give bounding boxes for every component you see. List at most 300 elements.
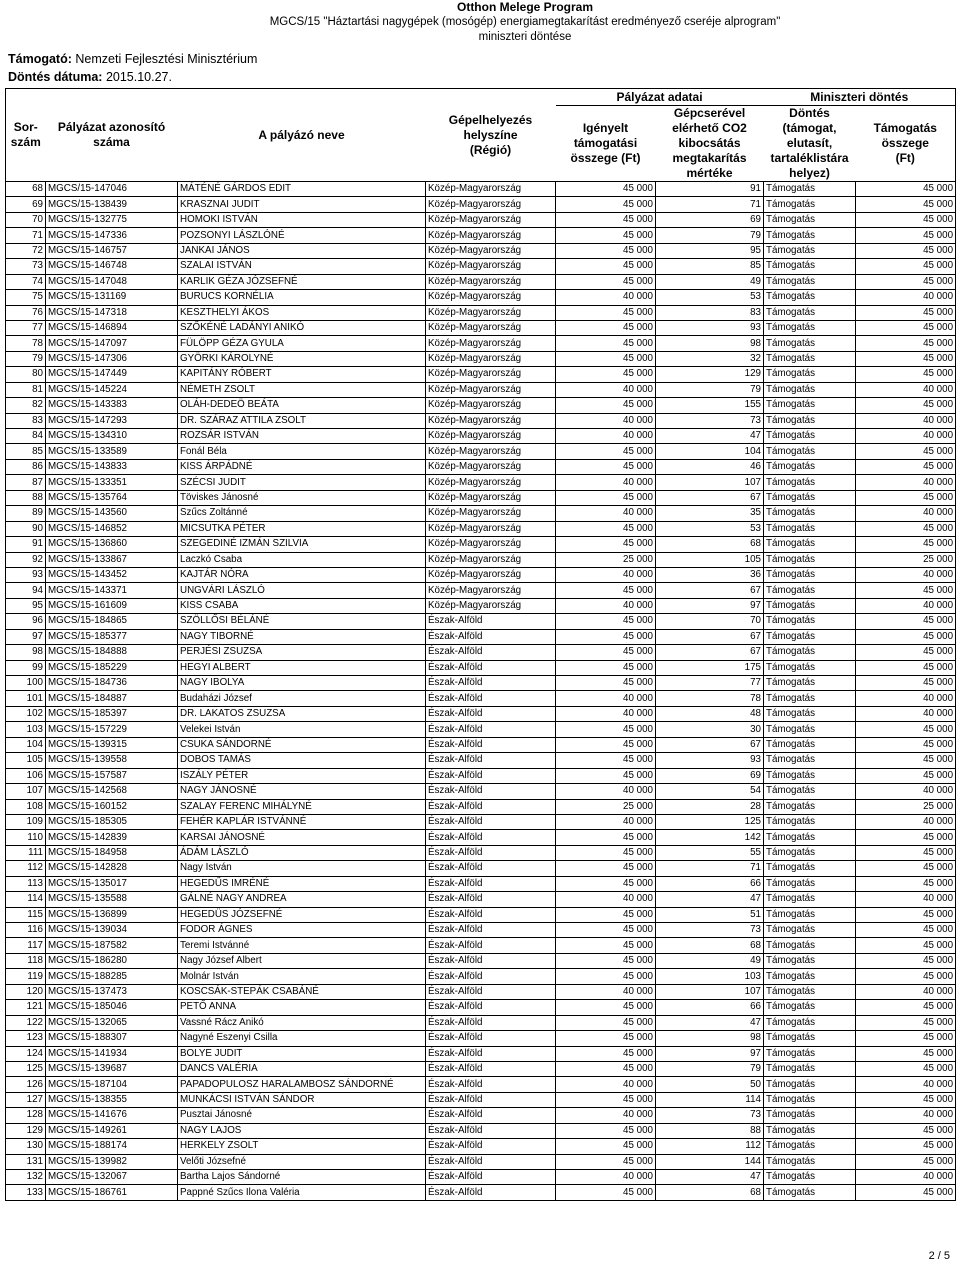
cell-applicant: SZEGEDINÉ IZMÁN SZILVIA [178, 537, 426, 552]
cell-co2: 47 [656, 429, 764, 444]
cell-serial: 81 [6, 382, 46, 397]
program-title: MGCS/15 "Háztartási nagygépek (mosógép) energiamegtakarítást eredményező cseréje alprogram" [269, 16, 781, 28]
cell-decision: Támogatás [764, 537, 856, 552]
cell-co2: 88 [656, 1123, 764, 1138]
cell-app-id: MGCS/15-132775 [46, 212, 178, 227]
cell-decision: Támogatás [764, 583, 856, 598]
cell-region: Közép-Magyarország [426, 259, 556, 274]
cell-requested: 45 000 [556, 521, 656, 536]
cell-app-id: MGCS/15-146852 [46, 521, 178, 536]
cell-region: Észak-Alföld [426, 830, 556, 845]
cell-grant: 40 000 [856, 382, 956, 397]
cell-co2: 103 [656, 969, 764, 984]
cell-app-id: MGCS/15-157229 [46, 722, 178, 737]
cell-grant: 45 000 [856, 444, 956, 459]
cell-requested: 45 000 [556, 1031, 656, 1046]
table-row [6, 290, 956, 305]
cell-grant: 45 000 [856, 537, 956, 552]
cell-app-id: MGCS/15-136860 [46, 537, 178, 552]
date-value: 2015.10.27. [105, 70, 172, 84]
cell-requested: 45 000 [556, 1123, 656, 1138]
sponsor-value: Nemzeti Fejlesztési Minisztérium [75, 52, 258, 66]
cell-serial: 72 [6, 243, 46, 258]
cell-applicant: Velekei István [178, 722, 426, 737]
cell-decision: Támogatás [764, 1061, 856, 1076]
cell-co2: 46 [656, 459, 764, 474]
cell-applicant: POZSONYI LÁSZLÓNÉ [178, 228, 426, 243]
cell-co2: 49 [656, 274, 764, 289]
cell-grant: 45 000 [856, 614, 956, 629]
cell-requested: 45 000 [556, 876, 656, 891]
cell-region: Közép-Magyarország [426, 351, 556, 366]
cell-app-id: MGCS/15-143560 [46, 506, 178, 521]
cell-serial: 98 [6, 645, 46, 660]
cell-co2: 114 [656, 1092, 764, 1107]
cell-co2: 28 [656, 799, 764, 814]
cell-decision: Támogatás [764, 1046, 856, 1061]
cell-serial: 89 [6, 506, 46, 521]
cell-serial: 80 [6, 367, 46, 382]
cell-decision: Támogatás [764, 737, 856, 752]
cell-decision: Támogatás [764, 290, 856, 305]
cell-co2: 91 [656, 182, 764, 197]
cell-decision: Támogatás [764, 614, 856, 629]
cell-decision: Támogatás [764, 398, 856, 413]
table-row [6, 892, 956, 907]
cell-requested: 45 000 [556, 845, 656, 860]
table-row [6, 274, 956, 289]
cell-grant: 40 000 [856, 506, 956, 521]
cell-co2: 69 [656, 212, 764, 227]
cell-co2: 142 [656, 830, 764, 845]
cell-grant: 45 000 [856, 660, 956, 675]
cell-app-id: MGCS/15-132067 [46, 1170, 178, 1185]
cell-co2: 32 [656, 351, 764, 366]
cell-decision: Támogatás [764, 768, 856, 783]
cell-co2: 67 [656, 645, 764, 660]
table-row [6, 1092, 956, 1107]
cell-app-id: MGCS/15-139687 [46, 1061, 178, 1076]
cell-serial: 96 [6, 614, 46, 629]
cell-grant: 45 000 [856, 861, 956, 876]
cell-region: Közép-Magyarország [426, 552, 556, 567]
cell-serial: 95 [6, 598, 46, 613]
cell-serial: 91 [6, 537, 46, 552]
cell-app-id: MGCS/15-185046 [46, 1000, 178, 1015]
cell-co2: 73 [656, 1108, 764, 1123]
cell-grant: 45 000 [856, 676, 956, 691]
cell-applicant: GÁLNÉ NAGY ANDREA [178, 892, 426, 907]
col-requested: Igényelt támogatási összege (Ft) [570, 121, 641, 165]
cell-decision: Támogatás [764, 475, 856, 490]
cell-applicant: FODOR ÁGNES [178, 923, 426, 938]
cell-serial: 94 [6, 583, 46, 598]
cell-app-id: MGCS/15-139315 [46, 737, 178, 752]
cell-grant: 45 000 [856, 521, 956, 536]
cell-region: Közép-Magyarország [426, 212, 556, 227]
cell-serial: 78 [6, 336, 46, 351]
cell-serial: 117 [6, 938, 46, 953]
date-label: Döntés dátuma: [8, 70, 103, 84]
cell-serial: 111 [6, 845, 46, 860]
cell-region: Észak-Alföld [426, 1139, 556, 1154]
cell-applicant: UNGVÁRI LÁSZLÓ [178, 583, 426, 598]
cell-co2: 68 [656, 1185, 764, 1200]
table-row [6, 1170, 956, 1185]
cell-applicant: FEHÉR KAPLÁR ISTVÁNNÉ [178, 814, 426, 829]
table-row [6, 845, 956, 860]
cell-region: Észak-Alföld [426, 861, 556, 876]
cell-co2: 70 [656, 614, 764, 629]
date-line [8, 70, 172, 84]
cell-serial: 106 [6, 768, 46, 783]
cell-region: Észak-Alföld [426, 845, 556, 860]
cell-requested: 40 000 [556, 382, 656, 397]
cell-requested: 25 000 [556, 552, 656, 567]
table-row [6, 413, 956, 428]
cell-region: Közép-Magyarország [426, 537, 556, 552]
cell-grant: 45 000 [856, 351, 956, 366]
cell-app-id: MGCS/15-188285 [46, 969, 178, 984]
cell-app-id: MGCS/15-147336 [46, 228, 178, 243]
cell-requested: 45 000 [556, 1139, 656, 1154]
table-row [6, 953, 956, 968]
table-body [6, 182, 956, 1201]
cell-serial: 99 [6, 660, 46, 675]
table-row [6, 1031, 956, 1046]
cell-co2: 98 [656, 1031, 764, 1046]
cell-applicant: GYÖRKI KÁROLYNÉ [178, 351, 426, 366]
table-row [6, 938, 956, 953]
cell-serial: 107 [6, 784, 46, 799]
cell-applicant: PETŐ ANNA [178, 1000, 426, 1015]
cell-app-id: MGCS/15-184865 [46, 614, 178, 629]
cell-serial: 115 [6, 907, 46, 922]
table-row [6, 1046, 956, 1061]
cell-co2: 155 [656, 398, 764, 413]
cell-serial: 75 [6, 290, 46, 305]
cell-applicant: Töviskes Jánosné [178, 490, 426, 505]
cell-region: Észak-Alföld [426, 660, 556, 675]
cell-requested: 45 000 [556, 645, 656, 660]
col-grant: Támogatás összege (Ft) [873, 121, 937, 165]
cell-decision: Támogatás [764, 814, 856, 829]
cell-app-id: MGCS/15-142568 [46, 784, 178, 799]
cell-app-id: MGCS/15-134310 [46, 429, 178, 444]
cell-requested: 45 000 [556, 1092, 656, 1107]
cell-co2: 49 [656, 953, 764, 968]
cell-app-id: MGCS/15-160152 [46, 799, 178, 814]
cell-requested: 45 000 [556, 1046, 656, 1061]
cell-applicant: NAGY JÁNOSNÉ [178, 784, 426, 799]
cell-serial: 112 [6, 861, 46, 876]
cell-serial: 122 [6, 1015, 46, 1030]
table-row [6, 984, 956, 999]
cell-region: Észak-Alföld [426, 814, 556, 829]
cell-region: Közép-Magyarország [426, 506, 556, 521]
cell-requested: 45 000 [556, 1015, 656, 1030]
cell-co2: 69 [656, 768, 764, 783]
cell-region: Közép-Magyarország [426, 367, 556, 382]
cell-decision: Támogatás [764, 892, 856, 907]
cell-app-id: MGCS/15-184887 [46, 691, 178, 706]
cell-region: Észak-Alföld [426, 753, 556, 768]
cell-decision: Támogatás [764, 212, 856, 227]
cell-decision: Támogatás [764, 274, 856, 289]
cell-serial: 108 [6, 799, 46, 814]
document-header [210, 0, 840, 45]
cell-applicant: Laczkó Csaba [178, 552, 426, 567]
cell-applicant: HEGEDŰS IMRÉNÉ [178, 876, 426, 891]
cell-serial: 110 [6, 830, 46, 845]
cell-grant: 45 000 [856, 830, 956, 845]
cell-region: Észak-Alföld [426, 969, 556, 984]
cell-co2: 67 [656, 583, 764, 598]
cell-decision: Támogatás [764, 1123, 856, 1138]
cell-grant: 40 000 [856, 1077, 956, 1092]
table-row [6, 243, 956, 258]
cell-co2: 105 [656, 552, 764, 567]
cell-applicant: KISS ÁRPÁDNÉ [178, 459, 426, 474]
group-ministry: Miniszteri döntés [764, 89, 956, 106]
table-row [6, 182, 956, 197]
cell-grant: 45 000 [856, 459, 956, 474]
cell-applicant: SZALAY FERENC MIHÁLYNÉ [178, 799, 426, 814]
cell-applicant: Velőti Józsefné [178, 1154, 426, 1169]
table-row [6, 614, 956, 629]
cell-serial: 71 [6, 228, 46, 243]
cell-region: Közép-Magyarország [426, 475, 556, 490]
cell-app-id: MGCS/15-133867 [46, 552, 178, 567]
cell-decision: Támogatás [764, 336, 856, 351]
cell-requested: 45 000 [556, 923, 656, 938]
cell-requested: 45 000 [556, 753, 656, 768]
cell-grant: 40 000 [856, 691, 956, 706]
cell-requested: 45 000 [556, 367, 656, 382]
cell-app-id: MGCS/15-136899 [46, 907, 178, 922]
cell-co2: 95 [656, 243, 764, 258]
cell-decision: Támogatás [764, 784, 856, 799]
cell-app-id: MGCS/15-131169 [46, 290, 178, 305]
cell-applicant: Nagy István [178, 861, 426, 876]
cell-app-id: MGCS/15-184888 [46, 645, 178, 660]
cell-applicant: Szűcs Zoltánné [178, 506, 426, 521]
cell-app-id: MGCS/15-137473 [46, 984, 178, 999]
table-row [6, 1154, 956, 1169]
cell-region: Közép-Magyarország [426, 521, 556, 536]
table-row [6, 691, 956, 706]
cell-requested: 45 000 [556, 182, 656, 197]
cell-serial: 102 [6, 706, 46, 721]
cell-requested: 25 000 [556, 799, 656, 814]
cell-co2: 79 [656, 228, 764, 243]
cell-applicant: SZÖLLŐSI BÉLÁNÉ [178, 614, 426, 629]
cell-region: Közép-Magyarország [426, 444, 556, 459]
cell-grant: 45 000 [856, 1015, 956, 1030]
cell-grant: 45 000 [856, 583, 956, 598]
cell-co2: 53 [656, 290, 764, 305]
cell-app-id: MGCS/15-135764 [46, 490, 178, 505]
cell-requested: 45 000 [556, 398, 656, 413]
cell-requested: 45 000 [556, 629, 656, 644]
cell-requested: 45 000 [556, 907, 656, 922]
cell-region: Észak-Alföld [426, 799, 556, 814]
cell-decision: Támogatás [764, 1108, 856, 1123]
cell-requested: 45 000 [556, 490, 656, 505]
cell-serial: 128 [6, 1108, 46, 1123]
table-row [6, 552, 956, 567]
cell-grant: 45 000 [856, 969, 956, 984]
cell-applicant: CSUKA SÁNDORNÉ [178, 737, 426, 752]
cell-decision: Támogatás [764, 629, 856, 644]
cell-applicant: KAJTÁR NÓRA [178, 567, 426, 582]
table-row [6, 1061, 956, 1076]
cell-region: Közép-Magyarország [426, 459, 556, 474]
cell-co2: 85 [656, 259, 764, 274]
cell-region: Észak-Alföld [426, 1170, 556, 1185]
cell-decision: Támogatás [764, 552, 856, 567]
cell-grant: 45 000 [856, 398, 956, 413]
cell-co2: 68 [656, 537, 764, 552]
cell-serial: 90 [6, 521, 46, 536]
cell-requested: 45 000 [556, 537, 656, 552]
cell-requested: 45 000 [556, 274, 656, 289]
cell-serial: 113 [6, 876, 46, 891]
cell-decision: Támogatás [764, 845, 856, 860]
cell-requested: 45 000 [556, 583, 656, 598]
cell-requested: 45 000 [556, 722, 656, 737]
cell-region: Közép-Magyarország [426, 398, 556, 413]
cell-grant: 40 000 [856, 598, 956, 613]
table-row [6, 367, 956, 382]
col-co2: Gépcserével elérhető CO2 kibocsátás megtakarítás mértéke [672, 106, 747, 180]
cell-decision: Támogatás [764, 923, 856, 938]
cell-requested: 40 000 [556, 475, 656, 490]
cell-app-id: MGCS/15-188307 [46, 1031, 178, 1046]
cell-region: Észak-Alföld [426, 1061, 556, 1076]
cell-region: Észak-Alföld [426, 953, 556, 968]
cell-serial: 125 [6, 1061, 46, 1076]
cell-grant: 45 000 [856, 768, 956, 783]
cell-decision: Támogatás [764, 953, 856, 968]
cell-grant: 40 000 [856, 984, 956, 999]
cell-grant: 40 000 [856, 1170, 956, 1185]
cell-serial: 97 [6, 629, 46, 644]
cell-grant: 45 000 [856, 938, 956, 953]
table-row [6, 228, 956, 243]
cell-applicant: KAPITÁNY RÓBERT [178, 367, 426, 382]
cell-co2: 47 [656, 892, 764, 907]
cell-serial: 114 [6, 892, 46, 907]
cell-co2: 47 [656, 1015, 764, 1030]
cell-grant: 40 000 [856, 784, 956, 799]
cell-requested: 40 000 [556, 567, 656, 582]
group-application: Pályázat adatai [556, 89, 764, 106]
table-row [6, 784, 956, 799]
cell-grant: 45 000 [856, 1031, 956, 1046]
cell-requested: 40 000 [556, 814, 656, 829]
cell-serial: 130 [6, 1139, 46, 1154]
table-row [6, 398, 956, 413]
cell-region: Közép-Magyarország [426, 490, 556, 505]
cell-grant: 45 000 [856, 182, 956, 197]
cell-co2: 83 [656, 305, 764, 320]
cell-requested: 40 000 [556, 1170, 656, 1185]
cell-app-id: MGCS/15-184736 [46, 676, 178, 691]
table-row [6, 259, 956, 274]
cell-applicant: DR. SZÁRAZ ATTILA ZSOLT [178, 413, 426, 428]
cell-decision: Támogatás [764, 1031, 856, 1046]
cell-region: Közép-Magyarország [426, 243, 556, 258]
cell-serial: 103 [6, 722, 46, 737]
cell-region: Közép-Magyarország [426, 305, 556, 320]
table-row [6, 923, 956, 938]
cell-app-id: MGCS/15-146757 [46, 243, 178, 258]
cell-decision: Támogatás [764, 1015, 856, 1030]
table-row [6, 506, 956, 521]
cell-grant: 45 000 [856, 1123, 956, 1138]
cell-grant: 45 000 [856, 367, 956, 382]
cell-region: Észak-Alföld [426, 938, 556, 953]
cell-applicant: ROZSÁR ISTVÁN [178, 429, 426, 444]
cell-app-id: MGCS/15-185305 [46, 814, 178, 829]
cell-applicant: HERKELY ZSOLT [178, 1139, 426, 1154]
cell-app-id: MGCS/15-142839 [46, 830, 178, 845]
cell-app-id: MGCS/15-135017 [46, 876, 178, 891]
cell-region: Észak-Alföld [426, 907, 556, 922]
cell-applicant: NAGY TIBORNÉ [178, 629, 426, 644]
cell-applicant: HOMOKI ISTVÁN [178, 212, 426, 227]
cell-grant: 45 000 [856, 243, 956, 258]
cell-requested: 45 000 [556, 212, 656, 227]
cell-applicant: DANCS VALÉRIA [178, 1061, 426, 1076]
cell-grant: 40 000 [856, 413, 956, 428]
col-serial: Sor- szám [10, 120, 41, 149]
cell-serial: 129 [6, 1123, 46, 1138]
cell-app-id: MGCS/15-147048 [46, 274, 178, 289]
cell-co2: 71 [656, 197, 764, 212]
cell-app-id: MGCS/15-143452 [46, 567, 178, 582]
cell-grant: 45 000 [856, 197, 956, 212]
cell-region: Közép-Magyarország [426, 290, 556, 305]
table-row [6, 1139, 956, 1154]
cell-decision: Támogatás [764, 320, 856, 335]
cell-applicant: Nagy József Albert [178, 953, 426, 968]
table-row [6, 1000, 956, 1015]
cell-grant: 45 000 [856, 1154, 956, 1169]
cell-region: Észak-Alföld [426, 1046, 556, 1061]
cell-region: Közép-Magyarország [426, 228, 556, 243]
table-row [6, 814, 956, 829]
cell-app-id: MGCS/15-147306 [46, 351, 178, 366]
cell-decision: Támogatás [764, 521, 856, 536]
cell-app-id: MGCS/15-186761 [46, 1185, 178, 1200]
cell-app-id: MGCS/15-187104 [46, 1077, 178, 1092]
cell-requested: 45 000 [556, 938, 656, 953]
table-row [6, 598, 956, 613]
cell-grant: 40 000 [856, 892, 956, 907]
table-row [6, 737, 956, 752]
cell-requested: 45 000 [556, 305, 656, 320]
cell-requested: 45 000 [556, 351, 656, 366]
cell-serial: 77 [6, 320, 46, 335]
table-row [6, 583, 956, 598]
cell-serial: 120 [6, 984, 46, 999]
decision-table [5, 88, 956, 1201]
cell-decision: Támogatás [764, 305, 856, 320]
cell-requested: 40 000 [556, 892, 656, 907]
cell-applicant: ISZÁLY PÉTER [178, 768, 426, 783]
